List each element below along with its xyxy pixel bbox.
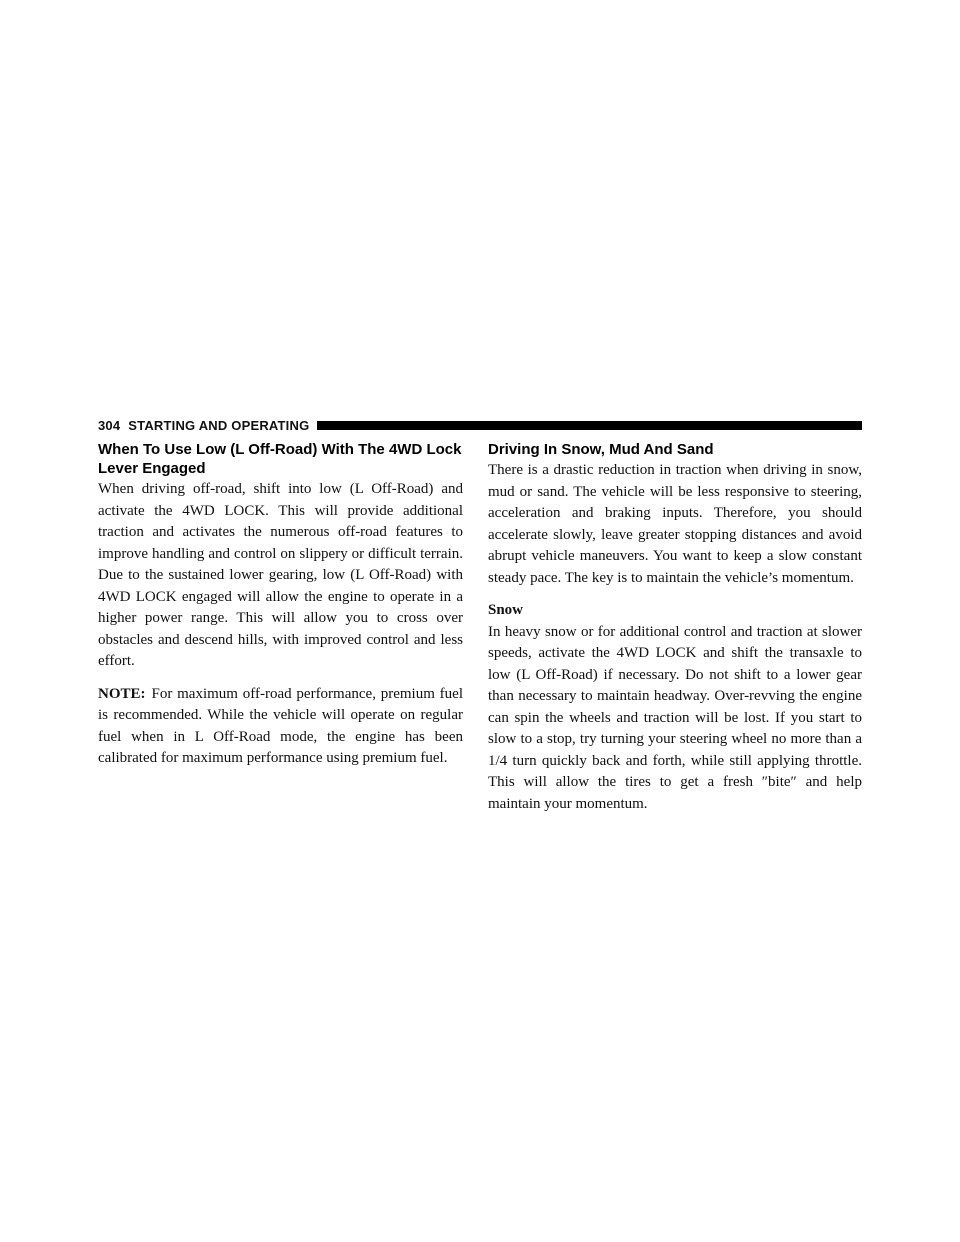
section-title: STARTING AND OPERATING [128, 417, 310, 433]
note-text: For maximum off-road performance, premium fuel is recommended. While the vehicle will operate on regular fuel when in L Off-Road mode, the engine has been calibrated for maximum performance using premium fuel. [98, 685, 463, 766]
low-range-heading: When To Use Low (L Off-Road) With The 4WD Lock Lever Engaged [98, 441, 462, 477]
page-number: 304 [98, 417, 121, 433]
header-rule [317, 421, 862, 430]
page-header [98, 418, 862, 432]
note-label: NOTE: [98, 685, 146, 702]
left-column [98, 440, 463, 770]
right-column [488, 440, 862, 815]
snow-mud-sand-paragraph: There is a drastic reduction in traction when driving in snow, mud or sand. The vehicle will be less responsive to steering, acceleration and braking inputs. Therefore, you should accelerate slowly, leave greater stopping distances and avoid abrupt vehicle maneuvers. You want to keep a slow constant steady pace. The key is to maintain the vehicle’s momentum. [488, 462, 862, 586]
snow-paragraph: In heavy snow or for additional control and traction at slower speeds, activate the 4WD LOCK and shift the transaxle to low (L Off-Road) if necessary. Do not shift to a lower gear than necessary to maintain headway. Over-revving the engine can spin the wheels and traction will be lost. If you start to slow to a stop, try turning your steering wheel no more than a 1/4 turn quickly back and forth, while still applying throttle. This will allow the tires to get a fresh ″bite″ and help maintain your momentum. [488, 623, 862, 812]
snow-mud-sand-heading: Driving In Snow, Mud And Sand [488, 441, 714, 458]
note-paragraph [98, 684, 463, 770]
low-range-paragraph: When driving off-road, shift into low (L Off-Road) and activate the 4WD LOCK. This will provide additional traction and activates the numerous off-road features to improve handling and control on slippery or difficult terrain. Due to the sustained lower gearing, low (L Off-Road) with 4WD LOCK engaged will allow the engine to operate in a higher power range. This will allow you to cross over obstacles and descend hills, with improved control and less effort. [98, 481, 463, 669]
snow-subheading: Snow [488, 602, 524, 618]
